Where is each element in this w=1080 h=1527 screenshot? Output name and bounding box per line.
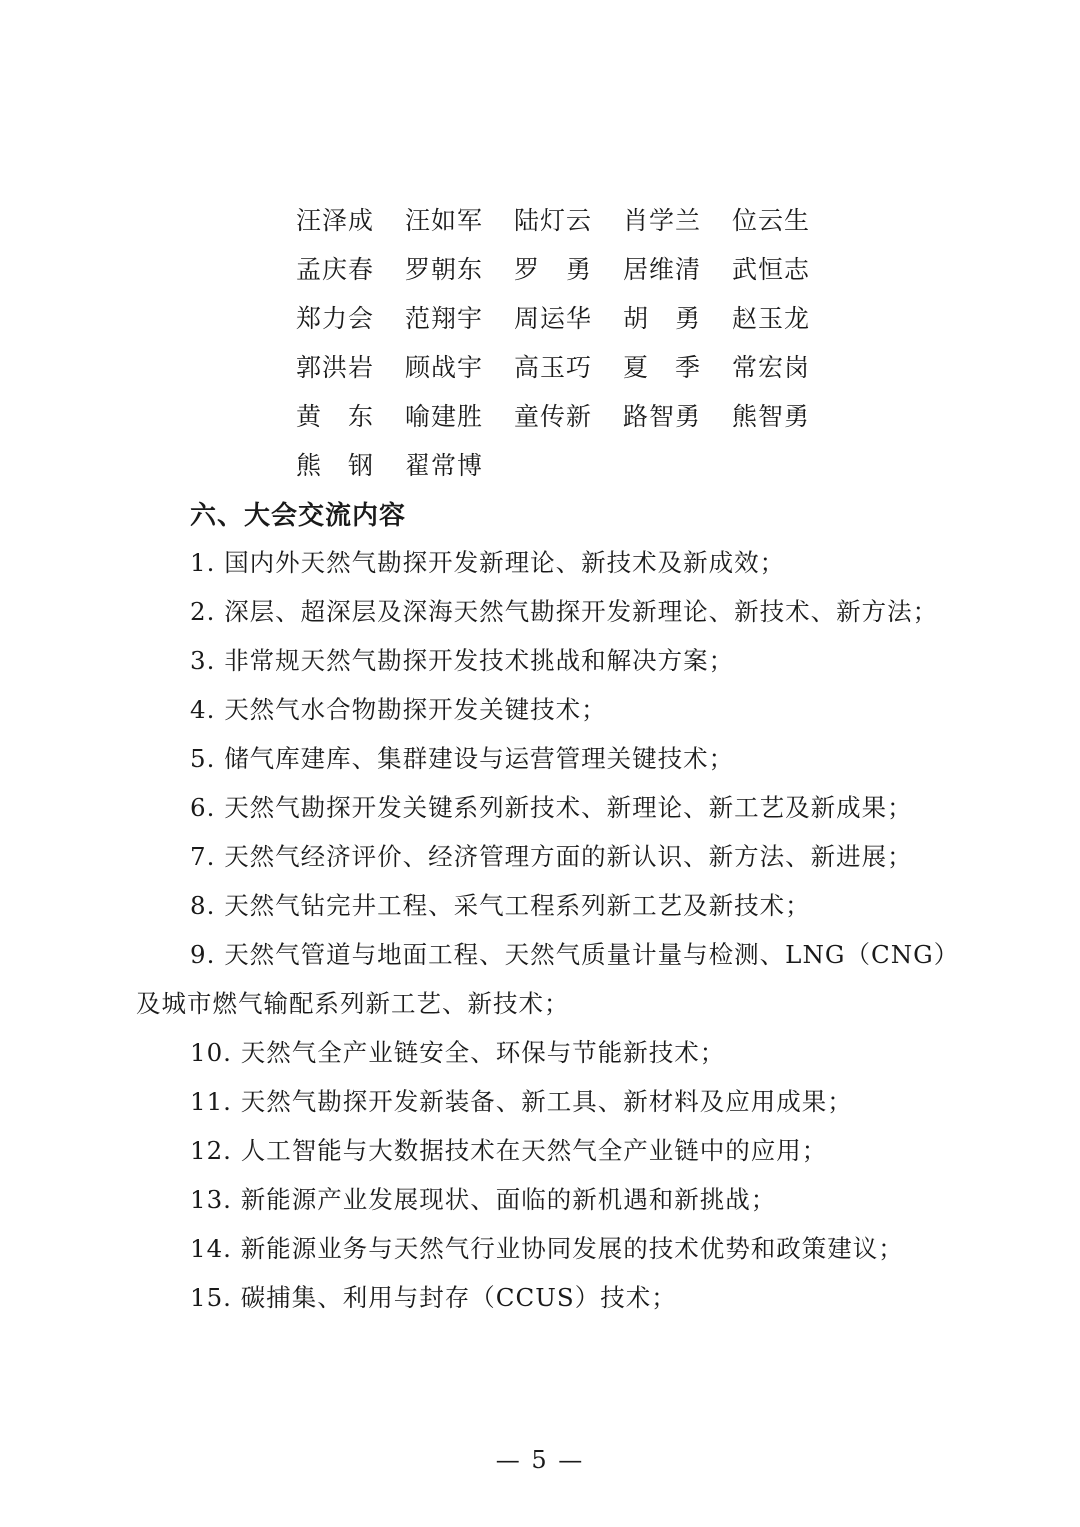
member-name: 高玉巧 — [514, 353, 593, 382]
item-number: 9. — [190, 940, 216, 969]
list-item — [0, 685, 1080, 734]
list-item-continuation: 及城市燃气输配系列新工艺、新技术； — [136, 989, 570, 1018]
member-name: 汪如军 — [405, 206, 484, 235]
item-text: 天然气管道与地面工程、天然气质量计量与检测、LNG（CNG） — [224, 940, 960, 969]
member-name: 顾战宇 — [405, 353, 484, 382]
list-item — [0, 1126, 1080, 1175]
list-item — [0, 538, 1080, 587]
item-text: 非常规天然气勘探开发技术挑战和解决方案； — [224, 646, 735, 675]
item-text: 新能源业务与天然气行业协同发展的技术优势和政策建议； — [240, 1234, 904, 1263]
topic-list — [0, 538, 1080, 1322]
item-number: 1. — [190, 548, 216, 577]
member-name: 熊智勇 — [732, 402, 811, 431]
names-row — [296, 196, 841, 245]
member-name: 汪泽成 — [296, 206, 375, 235]
committee-member-names — [296, 196, 841, 490]
item-number: 15. — [190, 1283, 232, 1312]
member-name: 范翔宇 — [405, 304, 484, 333]
item-text: 天然气经济评价、经济管理方面的新认识、新方法、新进展； — [224, 842, 913, 871]
section-heading: 六、大会交流内容 — [190, 501, 407, 531]
item-number: 14. — [190, 1234, 232, 1263]
item-text: 国内外天然气勘探开发新理论、新技术及新成效； — [224, 548, 786, 577]
item-text: 储气库建库、集群建设与运营管理关键技术； — [224, 744, 735, 773]
member-name: 路智勇 — [623, 402, 702, 431]
item-number: 8. — [190, 891, 216, 920]
item-text: 人工智能与大数据技术在天然气全产业链中的应用； — [240, 1136, 828, 1165]
item-number: 4. — [190, 695, 216, 724]
list-item — [0, 734, 1080, 783]
item-text: 天然气钻完井工程、采气工程系列新工艺及新技术； — [224, 891, 811, 920]
list-item — [0, 1077, 1080, 1126]
item-number: 11. — [190, 1087, 232, 1116]
item-number: 5. — [190, 744, 216, 773]
member-name: 胡 勇 — [623, 304, 702, 333]
member-name: 位云生 — [732, 206, 811, 235]
member-name: 郑力会 — [296, 304, 375, 333]
list-item — [0, 1028, 1080, 1077]
item-number: 2. — [190, 597, 216, 626]
page-number: — 5 — — [495, 1446, 585, 1474]
member-name: 赵玉龙 — [732, 304, 811, 333]
member-name: 周运华 — [514, 304, 593, 333]
item-number: 6. — [190, 793, 216, 822]
list-item — [0, 1273, 1080, 1322]
member-name: 孟庆春 — [296, 255, 375, 284]
member-name: 喻建胜 — [405, 402, 484, 431]
member-name: 郭洪岩 — [296, 353, 375, 382]
member-name: 常宏岗 — [732, 353, 811, 382]
item-number: 10. — [190, 1038, 232, 1067]
item-number: 7. — [190, 842, 216, 871]
item-number: 3. — [190, 646, 216, 675]
item-text: 深层、超深层及深海天然气勘探开发新理论、新技术、新方法； — [224, 597, 939, 626]
member-name: 童传新 — [514, 402, 593, 431]
item-number: 13. — [190, 1185, 232, 1214]
names-row — [296, 441, 841, 490]
names-row — [296, 245, 841, 294]
item-text: 新能源产业发展现状、面临的新机遇和新挑战； — [240, 1185, 777, 1214]
member-name: 罗 勇 — [514, 255, 593, 284]
member-name: 夏 季 — [623, 353, 702, 382]
member-name: 陆灯云 — [514, 206, 593, 235]
member-name: 黄 东 — [296, 402, 375, 431]
item-text: 天然气勘探开发关键系列新技术、新理论、新工艺及新成果； — [224, 793, 913, 822]
member-name: 罗朝东 — [405, 255, 484, 284]
names-row — [296, 294, 841, 343]
member-name: 熊 钢 — [296, 451, 375, 480]
item-text: 碳捕集、利用与封存（CCUS）技术； — [240, 1283, 677, 1312]
item-text: 天然气勘探开发新装备、新工具、新材料及应用成果； — [240, 1087, 853, 1116]
list-item — [0, 1175, 1080, 1224]
item-number: 12. — [190, 1136, 232, 1165]
list-item — [0, 881, 1080, 930]
item-text: 天然气全产业链安全、环保与节能新技术； — [240, 1038, 726, 1067]
member-name: 武恒志 — [732, 255, 811, 284]
list-item — [0, 783, 1080, 832]
member-name: 翟常博 — [405, 451, 484, 480]
item-text: 天然气水合物勘探开发关键技术； — [224, 695, 607, 724]
list-item — [0, 587, 1080, 636]
list-item — [0, 930, 1080, 979]
list-item — [0, 832, 1080, 881]
list-item — [0, 1224, 1080, 1273]
member-name: 肖学兰 — [623, 206, 702, 235]
names-row — [296, 392, 841, 441]
names-row — [296, 343, 841, 392]
member-name: 居维清 — [623, 255, 702, 284]
list-item — [0, 636, 1080, 685]
